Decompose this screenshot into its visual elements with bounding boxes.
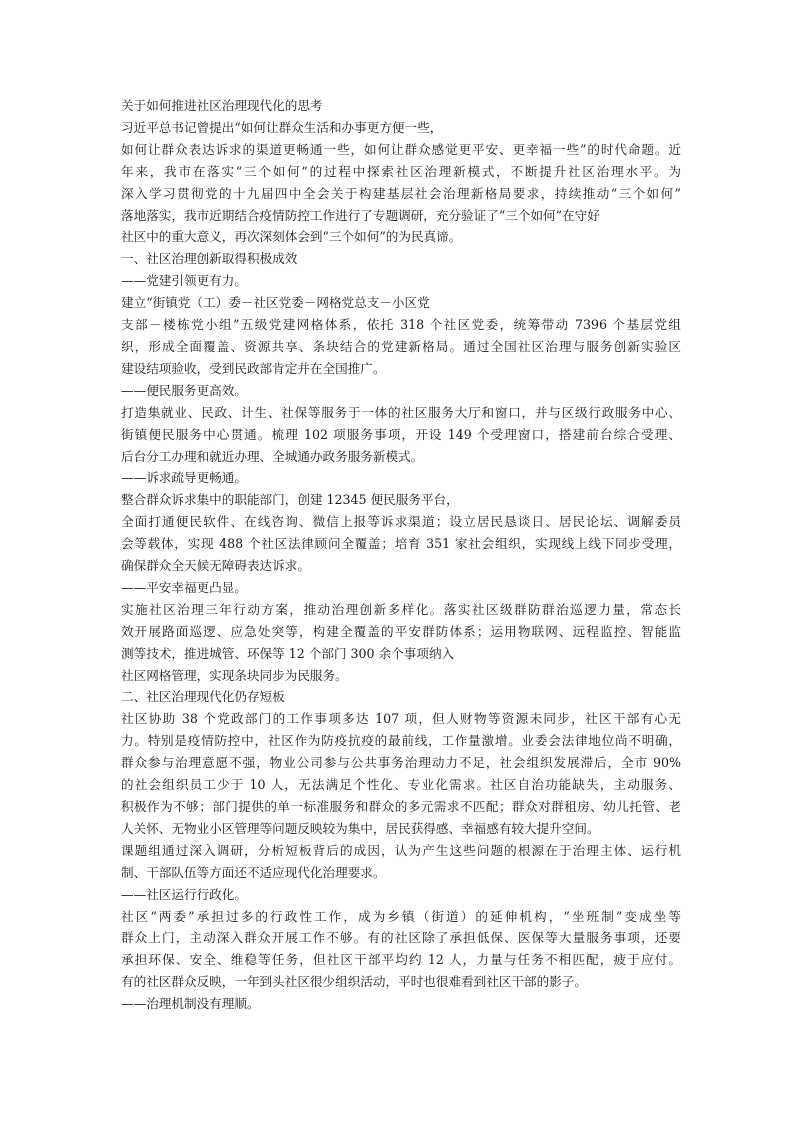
text-line: ——治理机制没有理顺。: [121, 996, 260, 1012]
text-line: 会等载体，实现 488 个社区法律顾问全覆盖；培育 351 家社会组织，实现线上线下同步受理，: [121, 536, 681, 552]
text-line: 群众参与治理意愿不强，物业公司参与公共事务治理动力不足，社会组织发展滞后，全市 90%: [121, 755, 681, 771]
text-line: 后台分工办理和就近办理、全城通办政务服务新模式。: [121, 448, 424, 464]
text-line: 习近平总书记曾提出“如何让群众生活和办事更方便一些，: [121, 119, 443, 135]
text-line: 群众上门，主动深入群众开展工作不够。有的社区除了承担低保、医保等大量服务事项，还要: [121, 930, 681, 946]
text-line: 有的社区群众反映，一年到头社区很少组织活动，平时也很难看到社区干部的影子。: [121, 974, 587, 990]
text-line: 人关怀、无物业小区管理等问题反映较为集中，居民获得感、幸福感有较大提升空间。: [121, 820, 600, 836]
text-line: 全面打通便民软件、在线咨询、微信上报等诉求渠道；设立居民恳谈日、居民论坛、调解委员: [121, 514, 681, 530]
text-line: 二、社区治理现代化仍存短板: [121, 689, 285, 705]
text-line: 确保群众全天候无障碍表达诉求。: [121, 558, 310, 574]
text-line: 深入学习贯彻党的十九届四中全会关于构建基层社会治理新格局要求，持续推动“三个如何”: [121, 185, 681, 201]
text-line: 力。特别是疫情防控中，社区作为防疫抗疫的最前线，工作量激增。业委会法律地位尚不明确，: [121, 733, 681, 749]
text-line: 的社会组织员工少于 10 人，无法满足个性化、专业化需求。社区自治功能缺失，主动服务、: [121, 777, 681, 793]
text-line: ——党建引领更有力。: [121, 273, 247, 289]
text-line: 建设结项验收，受到民政部肯定并在全国推广。: [121, 360, 386, 376]
text-line: 社区网格管理，实现条块同步为民服务。: [121, 667, 348, 683]
text-line: 关于如何推进社区治理现代化的思考: [121, 98, 323, 113]
text-line: 制、干部队伍等方面还不适应现代化治理要求。: [121, 864, 386, 880]
text-line: ——社区运行行政化。: [121, 886, 247, 902]
text-line: 承担环保、安全、维稳等任务，但社区干部平均约 12 人，力量与任务不相匹配，疲于应付。: [121, 952, 681, 968]
text-line: 如何让群众表达诉求的渠道更畅通一些，如何让群众感觉更平安、更幸福一些”的时代命题。近: [121, 141, 681, 157]
text-line: 落地落实，我市近期结合疫情防控工作进行了专题调研，充分验证了“三个如何”在守好: [121, 207, 600, 223]
document-body: [121, 95, 681, 1015]
text-line: ——诉求疏导更畅通。: [121, 470, 247, 486]
text-line: ——平安幸福更凸显。: [121, 579, 247, 595]
text-line: 支部－楼栋党小组”五级党建网格体系，依托 318 个社区党委，统筹带动 7396 个基层党组: [121, 317, 681, 333]
text-line: 社区中的重大意义，再次深刻体会到“三个如何”的为民真谛。: [121, 229, 462, 245]
text-line: 织，形成全面覆盖、资源共享、条块结合的党建新格局。通过全国社区治理与服务创新实验区: [121, 338, 681, 354]
text-line: 一、社区治理创新取得积极成效: [121, 251, 298, 267]
text-line: 打造集就业、民政、计生、社保等服务于一体的社区服务大厅和窗口，并与区级行政服务中心、: [121, 404, 681, 420]
text-line: 建立“街镇党（工）委－社区党委－网格党总支－小区党: [121, 295, 430, 311]
text-line: 街镇便民服务中心贯通。梳理 102 项服务事项，开设 149 个受理窗口，搭建前台综合受理、: [121, 426, 681, 442]
text-line: 社区“两委”承担过多的行政性工作，成为乡镇（街道）的延伸机构，“坐班制”变成坐等: [121, 908, 681, 924]
text-line: 课题组通过深入调研，分析短板背后的成因，认为产生这些问题的根源在于治理主体、运行机: [121, 842, 681, 858]
text-line: 测等技术，推进城管、环保等 12 个部门 300 余个事项纳入: [121, 645, 455, 661]
text-line: 积极作为不够；部门提供的单一标准服务和群众的多元需求不匹配；群众对群租房、幼儿托管、老: [121, 799, 681, 814]
text-line: 社区协助 38 个党政部门的工作事项多达 107 项，但人财物等资源未同步，社区干部有心无: [121, 711, 681, 727]
text-line: 效开展路面巡逻、应急处突等，构建全覆盖的平安群防体系；运用物联网、远程监控、智能监: [121, 623, 681, 639]
text-line: 年来，我市在落实“三个如何”的过程中探索社区治理新模式，不断提升社区治理水平。为: [121, 163, 681, 179]
text-line: ——便民服务更高效。: [121, 382, 247, 398]
text-line: 整合群众诉求集中的职能部门，创建 12345 便民服务平台，: [121, 492, 459, 508]
text-line: 实施社区治理三年行动方案，推动治理创新多样化。落实社区级群防群治巡逻力量，常态长: [121, 601, 681, 617]
